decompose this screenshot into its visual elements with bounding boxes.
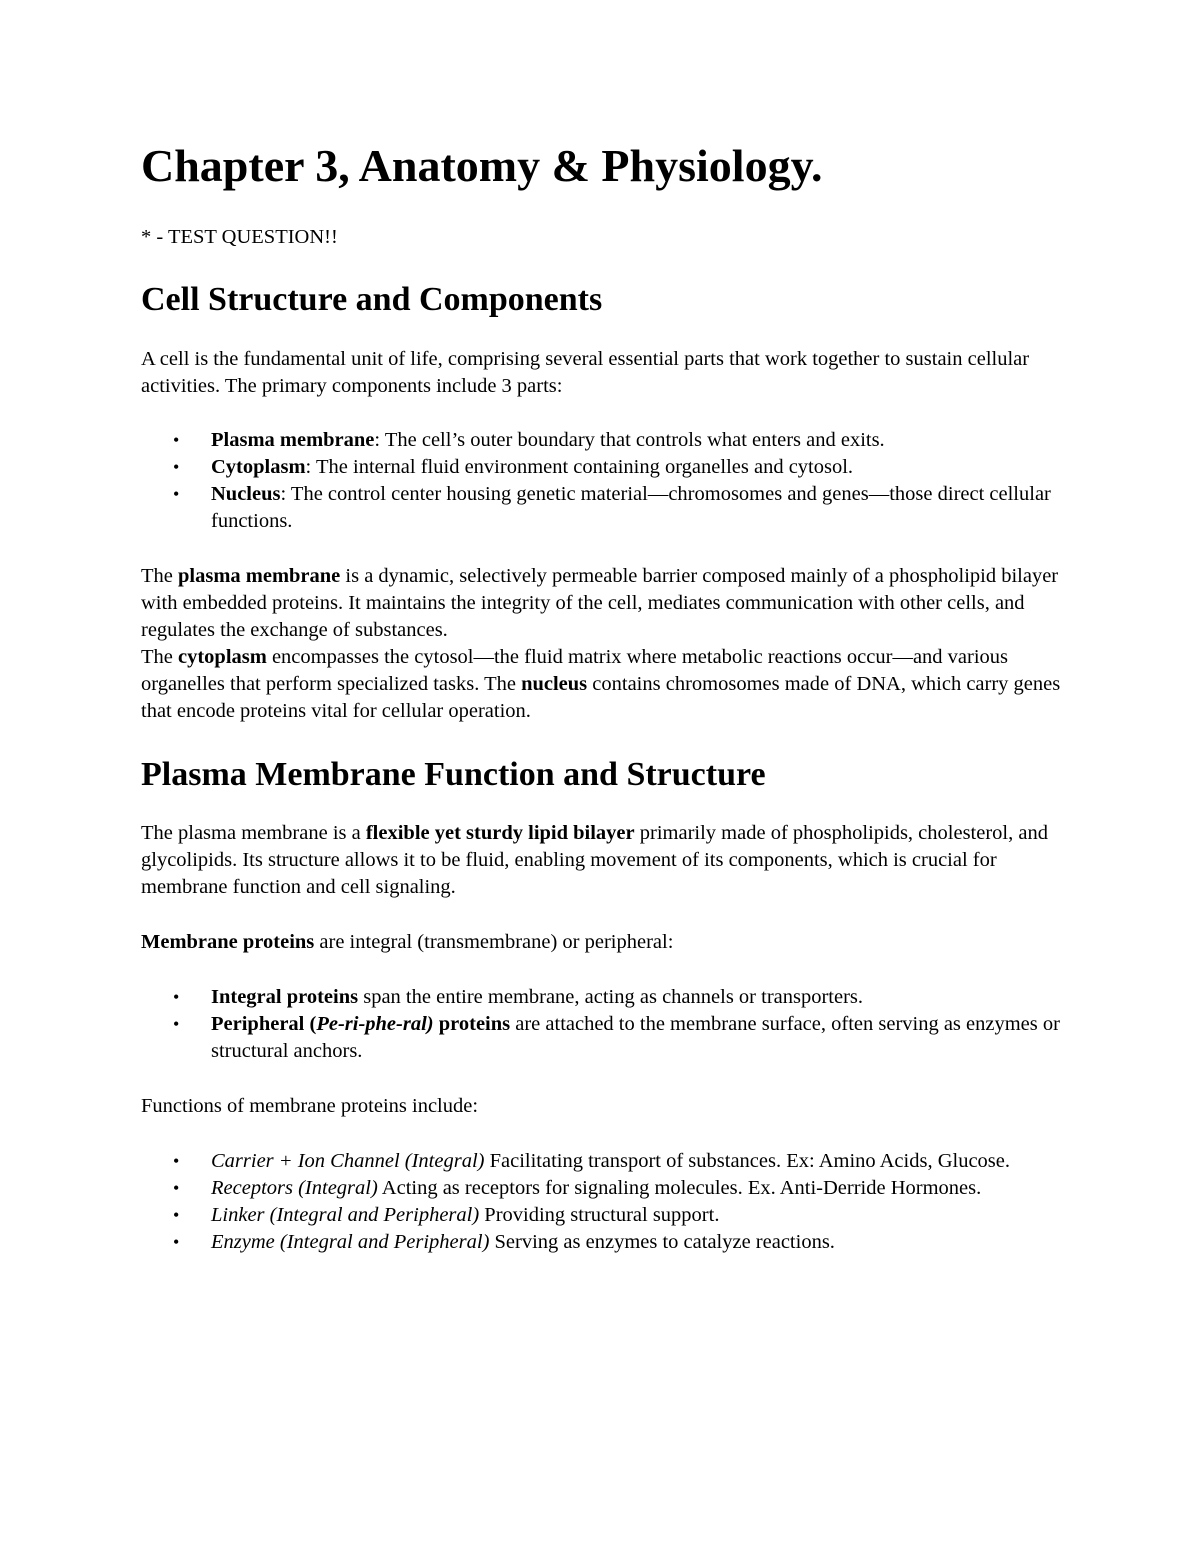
list-item: [141, 481, 1061, 535]
term-peripheral: Peripheral (: [211, 1013, 317, 1035]
text-run: The: [141, 646, 178, 668]
text-run: The: [141, 565, 178, 587]
cell-intro-paragraph: A cell is the fundamental unit of life, comprising several essential parts that work together to sustain cellular activities. The primary components include 3 parts:: [141, 348, 1030, 397]
plasma-membrane-paragraph: [141, 563, 1061, 644]
functions-list: [141, 1148, 1061, 1256]
bold-run: nucleus: [521, 673, 588, 695]
bullet-icon: •: [173, 1205, 180, 1225]
list-item-text: Serving as enzymes to catalyze reactions.: [489, 1231, 835, 1253]
bold-run: Membrane proteins: [141, 931, 315, 953]
function-label: Receptors (Integral): [211, 1177, 378, 1199]
bold-run: plasma membrane: [178, 565, 341, 587]
list-item-text: Facilitating transport of substances. Ex: Amino Acids, Glucose.: [484, 1150, 1011, 1172]
list-item: [141, 454, 1061, 481]
list-item: [141, 1175, 1061, 1202]
bullet-icon: •: [173, 1232, 180, 1252]
document-title: Chapter 3, Anatomy & Physiology.: [141, 140, 823, 191]
text-run: primarily made of phospholipids, cholesterol, and glycolipids. Its structure allows it to be fluid, enabling movement of its components, which is crucial for membrane function and cell signaling.: [141, 822, 1048, 898]
list-item: [141, 1202, 1061, 1229]
protein-types-list: [141, 984, 1061, 1065]
term-integral-proteins: Integral proteins: [211, 986, 359, 1008]
term-plasma-membrane: Plasma membrane: [211, 429, 375, 451]
cytoplasm-paragraph: [141, 644, 1061, 725]
cell-components-list: [141, 427, 1061, 535]
bullet-icon: •: [173, 987, 180, 1007]
bullet-icon: •: [173, 1151, 180, 1171]
list-item: [141, 1011, 1061, 1065]
term-nucleus: Nucleus: [211, 483, 281, 505]
bold-run: flexible yet sturdy lipid bilayer: [365, 822, 635, 844]
bullet-icon: •: [173, 1178, 180, 1198]
function-label: Linker (Integral and Peripheral): [211, 1204, 480, 1226]
bullet-icon: •: [173, 1014, 180, 1034]
text-run: are integral (transmembrane) or peripheral:: [314, 931, 674, 953]
section-heading-plasma-membrane: Plasma Membrane Function and Structure: [141, 756, 766, 793]
term-proteins: proteins: [433, 1013, 511, 1035]
test-question-note: * - TEST QUESTION!!: [141, 226, 338, 248]
section-heading-cell-structure: Cell Structure and Components: [141, 281, 603, 318]
term-cytoplasm: Cytoplasm: [211, 456, 306, 478]
text-run: contains chromosomes made of DNA, which carry genes that encode proteins vital for cellular operation.: [141, 673, 1061, 722]
list-item: [141, 984, 1061, 1011]
list-item-text: : The control center housing genetic material—chromosomes and genes—those direct cellular functions.: [211, 483, 1051, 532]
bullet-icon: •: [173, 457, 180, 477]
membrane-intro-paragraph: [141, 820, 1061, 901]
function-label: Carrier + Ion Channel (Integral): [211, 1150, 485, 1172]
list-item-text: : The cell’s outer boundary that controls what enters and exits.: [374, 429, 885, 451]
membrane-proteins-paragraph: [141, 929, 1061, 956]
functions-intro-paragraph: Functions of membrane proteins include:: [141, 1095, 479, 1117]
function-label: Enzyme (Integral and Peripheral): [211, 1231, 490, 1253]
list-item-text: Providing structural support.: [479, 1204, 720, 1226]
text-run: is a dynamic, selectively permeable barrier composed mainly of a phospholipid bilayer with embedded proteins. It maintains the integrity of the cell, mediates communication with other cells, and regulates the exchange of substances.: [141, 565, 1059, 641]
list-item: [141, 1148, 1061, 1175]
bullet-icon: •: [173, 484, 180, 504]
list-item-text: are attached to the membrane surface, often serving as enzymes or structural anchors.: [211, 1013, 1060, 1062]
text-run: encompasses the cytosol—the fluid matrix where metabolic reactions occur—and various organelles that perform specialized tasks. The: [141, 646, 1009, 695]
list-item: [141, 1229, 1061, 1256]
list-item-text: Acting as receptors for signaling molecules. Ex. Anti-Derride Hormones.: [377, 1177, 982, 1199]
list-item-text: span the entire membrane, acting as channels or transporters.: [358, 986, 864, 1008]
bullet-icon: •: [173, 430, 180, 450]
bold-run: cytoplasm: [178, 646, 267, 668]
text-run: The plasma membrane is a: [141, 822, 366, 844]
term-pronunciation: Pe-ri-phe-ral): [316, 1013, 434, 1035]
list-item: [141, 427, 1061, 454]
list-item-text: : The internal fluid environment containing organelles and cytosol.: [305, 456, 854, 478]
